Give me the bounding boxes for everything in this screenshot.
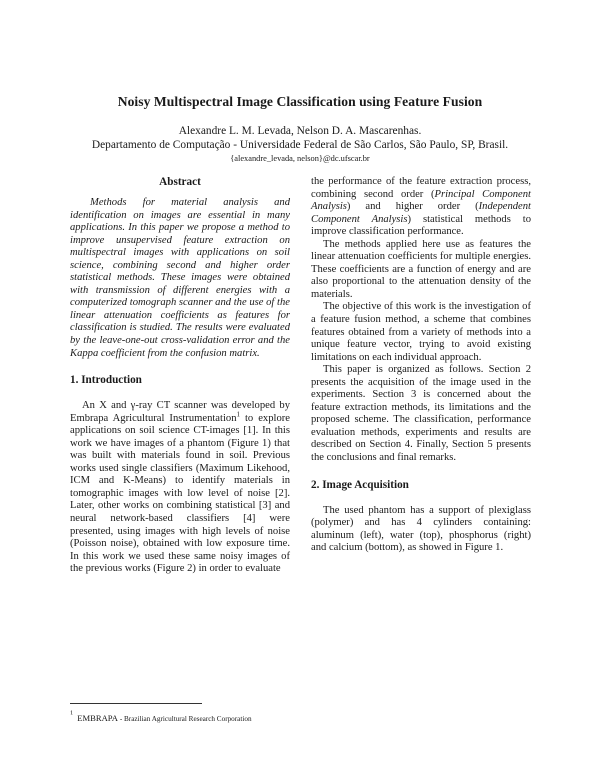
- footnote-divider: [70, 703, 202, 704]
- intro-p1-cont-c: ) statistical methods to improve classification performance.: [311, 213, 532, 238]
- intro-paragraph-2: The methods applied here use as features the linear attenuation coefficients for multiple energies. These coefficients are a function of energy and are also proportional to the attenuation density of the materials.: [311, 238, 531, 300]
- intro-p1-cont-a: the performance of the feature extraction process, combining second order (: [311, 176, 531, 200]
- pca-term: Principal Component Analysis: [311, 188, 531, 213]
- footnote-text: - Brazilian Agricultural Research Corporation: [118, 715, 252, 723]
- abstract-text: Methods for material analysis and identification on images are essential in many applications. In this paper we propose a method to improve unsupervised feature extraction on multispectral images with applications on soil science, combining second and higher order statistical methods. These images were obtained with transmission of different energies with a computerized tomograph scanner and the use of the linear attenuation coefficients as features for classification is studied. The results were evaluated by the leave-one-out cross-validation error and the Kappa coefficient from the confusion matrix.: [70, 197, 290, 359]
- abstract-heading: Abstract: [159, 176, 201, 188]
- author-list: Alexandre L. M. Levada, Nelson D. A. Mascarenhas.: [178, 125, 422, 137]
- intro-p1-text-start: An X and γ-ray CT scanner was developed by Embrapa Agricultural Instrumentation: [70, 400, 290, 424]
- affiliation: Departamento de Computação - Universidade Federal de São Carlos, São Paulo, SP, Brasil.: [91, 139, 509, 151]
- acquisition-paragraph-1: The used phantom has a support of plexiglass (polymer) and has 4 cylinders containing: aluminum (left), water (top), phosphorus (right) and calcium (bottom), as showed in Figure 1.: [311, 504, 531, 554]
- footnote-label: EMBRAPA: [77, 713, 119, 723]
- intro-paragraph-1-continued: [311, 176, 531, 239]
- intro-p1-text-end: to explore applications on soil science CT-images [1]. In this work we have images of a phantom (Figure 1) that was built with materials found in soil. Previous works used single classifiers (Maximum Likehood, ICM and K-Means) to identify materials in tomographic images with low level of noise [2]. Later, other works on combining statistical [3] and neural network-based classifiers [4] were presented, using images with high levels of noise (Poisson noise), obtained with low exposure time. In this work we used these same noisy images of the previous works (Figure 2) in order to evaluate: [70, 412, 290, 575]
- left-column: [70, 176, 290, 576]
- right-column: [311, 176, 531, 555]
- section-heading-introduction: 1. Introduction: [70, 374, 142, 387]
- intro-paragraph-3: The objective of this work is the investigation of a feature fusion method, a scheme that combines features obtained from a variety of methods into a unique feature vector, trying to avoid existing limitations on each individual approach.: [311, 301, 531, 363]
- intro-p1-cont-b: ) and higher order (: [346, 201, 479, 213]
- author-emails: {alexandre_levada, nelson}@dc.ufscar.br: [230, 154, 370, 163]
- footnote-reference: 1: [236, 410, 240, 419]
- section-heading-image-acquisition: 2. Image Acquisition: [311, 478, 409, 491]
- intro-paragraph-1: [70, 400, 290, 576]
- ica-term: Independent Component Analysis: [311, 201, 531, 225]
- footnote: [70, 708, 330, 726]
- intro-paragraph-4: This paper is organized as follows. Section 2 presents the acquisition of the image used in the experiments. Section 3 is concerned about the feature extraction methods, its limitations and the proposed scheme. The classification, performance evaluation methods, experiments and results are described on Section 4. Finally, Section 5 presents the conclusions and final remarks.: [311, 364, 531, 464]
- paper-title: Noisy Multispectral Image Classification using Feature Fusion: [117, 94, 483, 109]
- footnote-mark: 1: [70, 709, 74, 717]
